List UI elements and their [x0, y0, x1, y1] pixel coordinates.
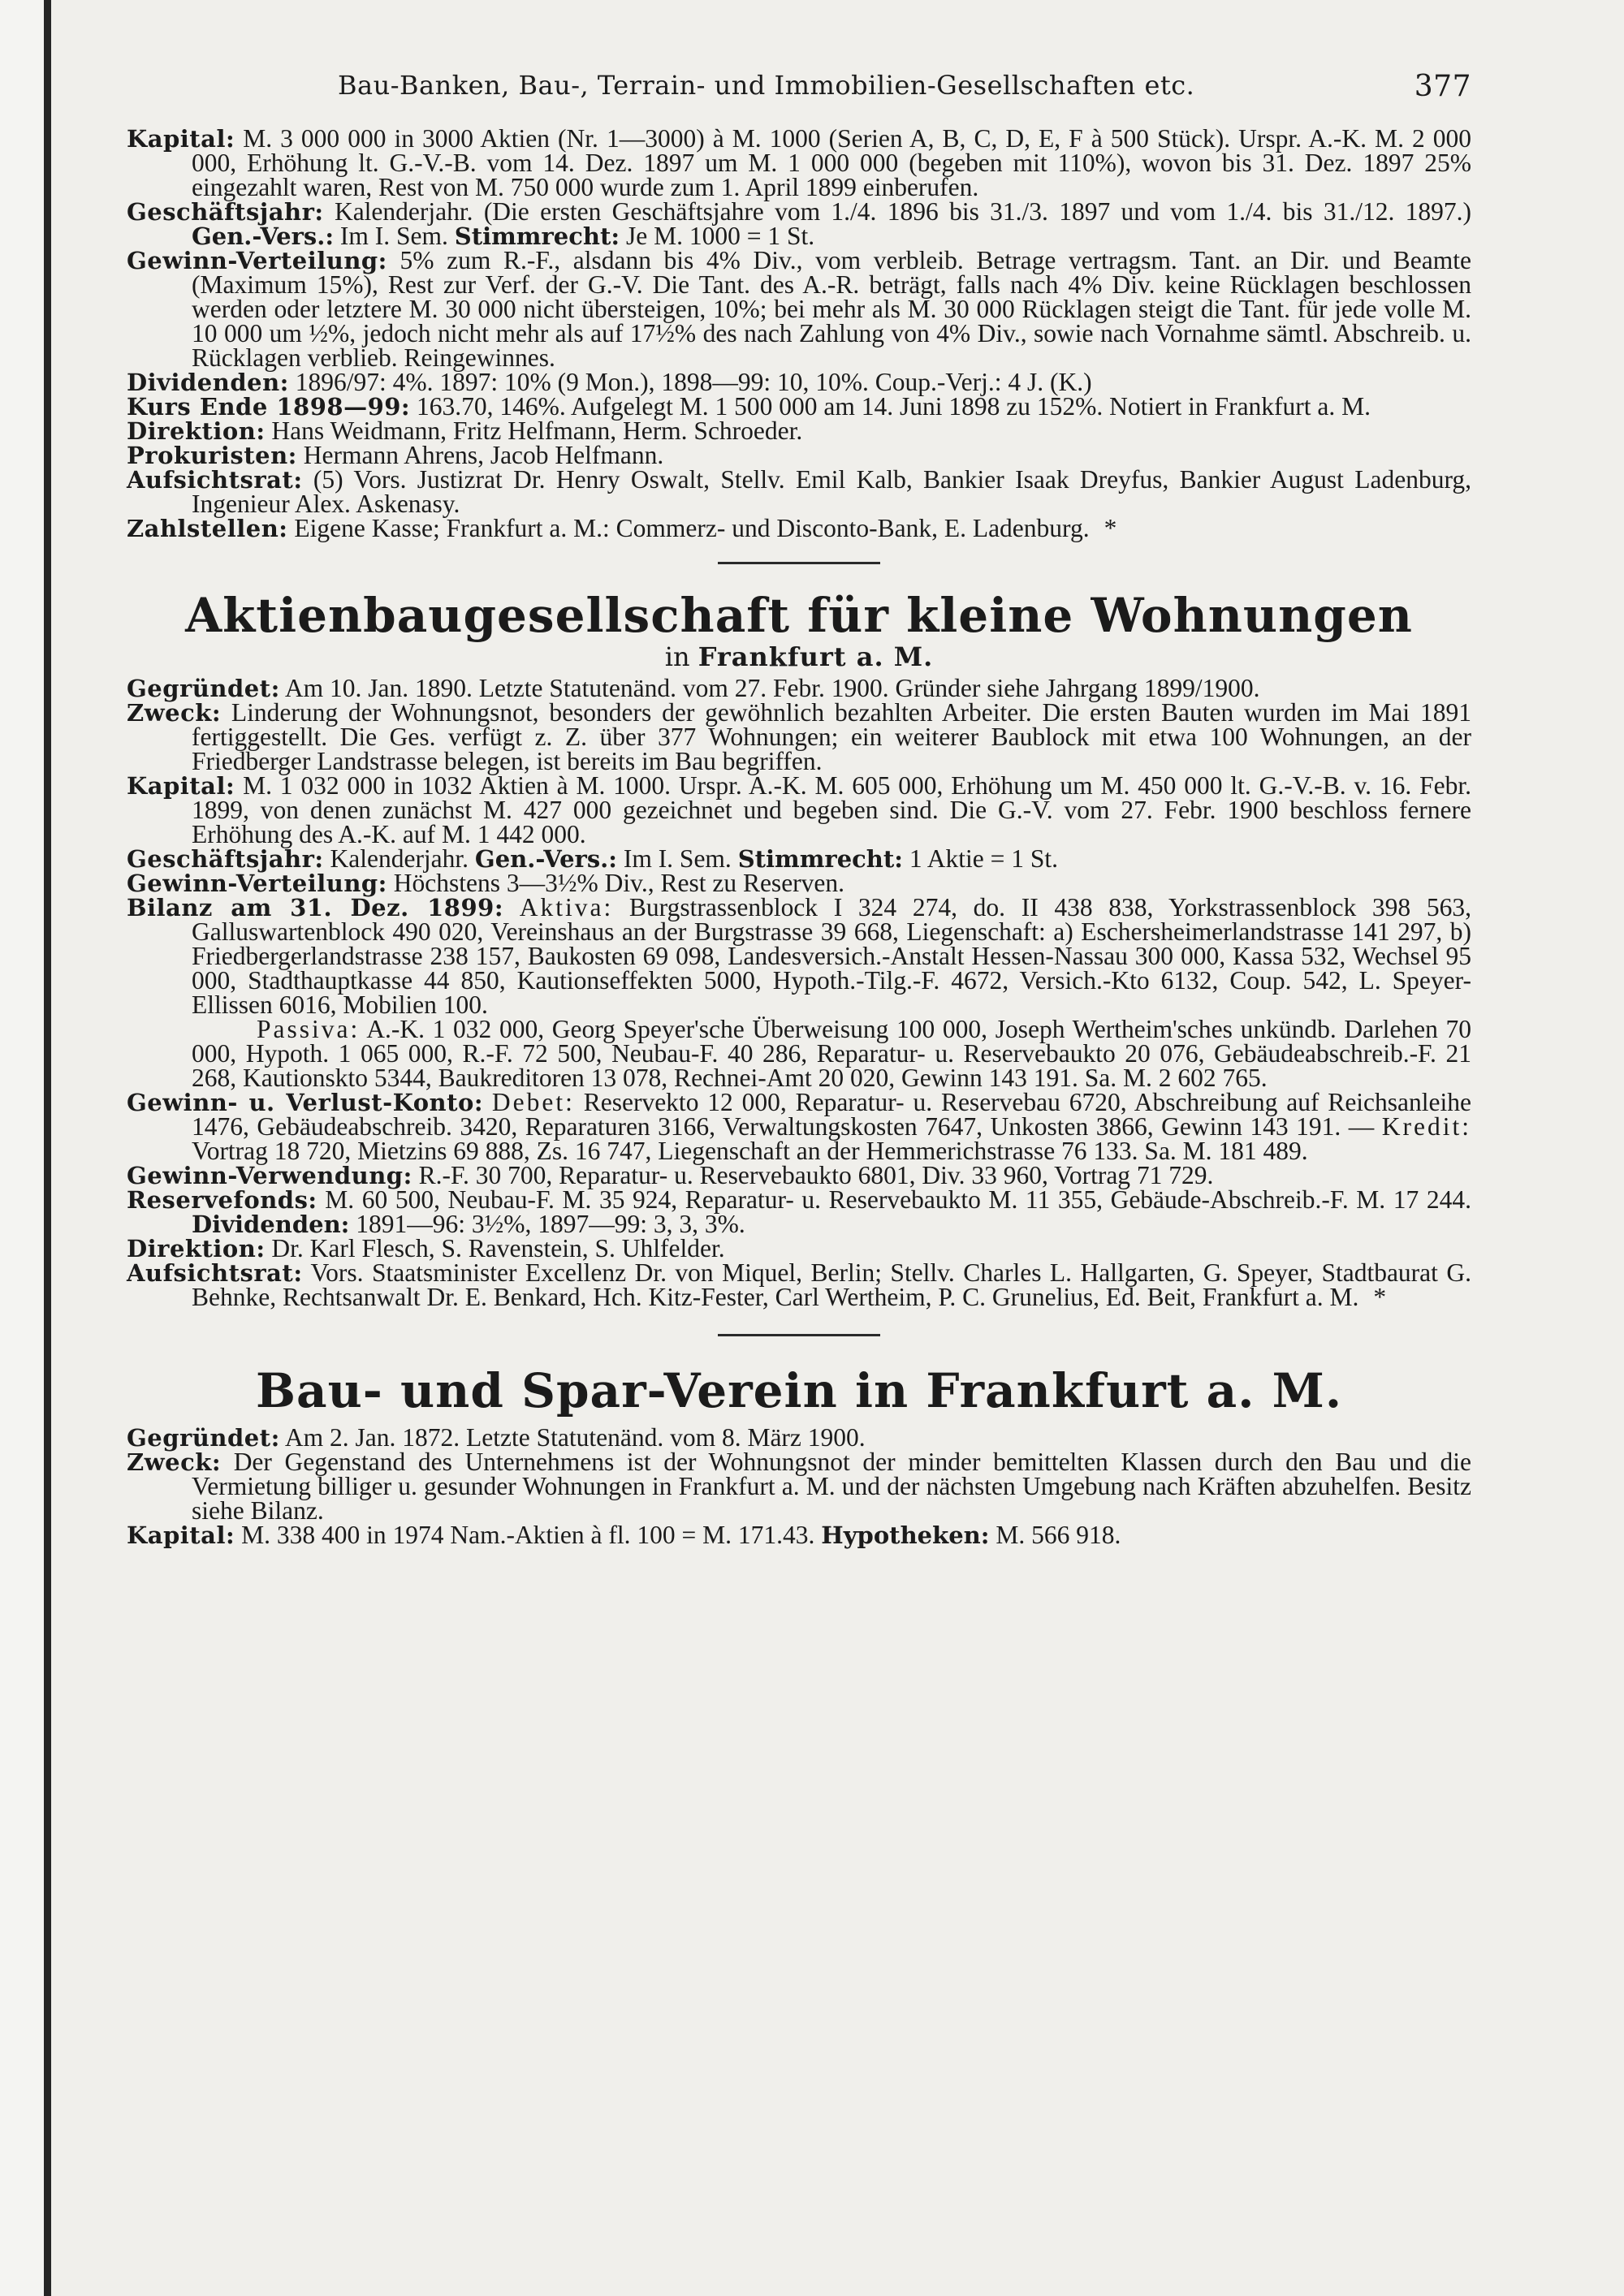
entry-label: Zweck:: [127, 699, 222, 727]
entry-label: Reservefonds:: [127, 1186, 317, 1214]
entry-text: A.-K. 1 032 000, Georg Speyer'sche Überweisung 100 000, Joseph Wertheim'sches unkündb. Darlehen 70 000, Hypoth. 1 065 000, R.-F. 72 500, Neubau-F. 40 286, Reparatur- u. Reservebaukto 20 076, Gebäudeabschreib.-F. 21 268, Kautionskto 5344, Baukreditoren 13 078, Rechnei-Amt 20 020, Gewinn 143 191. Sa. M. 2 602 765.: [192, 1015, 1471, 1092]
page-number: 377: [1414, 70, 1471, 103]
entry-label: Gegründet:: [127, 1424, 280, 1452]
company2-location-prefix: in: [664, 641, 690, 672]
running-head-title: Bau-Banken, Bau-, Terrain- und Immobilien-Gesellschaften etc.: [338, 70, 1195, 101]
entry-text: Linderung der Wohnungsnot, besonders der gewöhnlich bezahlten Arbeiter. Die ersten Bauten wurden im Mai 1891 fertiggestellt. Die Ges. verfügt z. Z. über 377 Wohnungen; ein weiterer Baublock mit etwa 100 Wohnungen, an der Friedberger Landstrasse belegen, ist bereits im Bau begriffen.: [192, 698, 1471, 775]
entry-end-mark: *: [1104, 514, 1117, 542]
section-divider: [718, 1334, 880, 1336]
entry-label: Dividenden:: [127, 369, 289, 396]
company2-title: Aktienbaugesellschaft für kleine Wohnungen: [185, 588, 1413, 643]
entry-label: Gewinn-Verteilung:: [127, 870, 387, 897]
entry-text: M. 1 032 000 in 1032 Aktien à M. 1000. Urspr. A.-K. M. 605 000, Erhöhung um M. 450 000 lt. G.-V.-B. v. 16. Febr. 1899, von denen zunächst M. 427 000 gezeichnet und begeben sind. Die G.-V. vom 27. Febr. 1900 beschloss fernere Erhöhung des A.-K. auf M. 1 442 000.: [192, 771, 1471, 848]
company3-title: Bau- und Spar-Verein in Frankfurt a. M.: [255, 1363, 1343, 1418]
entry-label: Gen.-Vers.:: [474, 845, 617, 873]
entry-label: Kapital:: [127, 125, 235, 153]
entry-paragraph: [127, 1090, 1471, 1163]
entry-label: Aufsichtsrat:: [127, 466, 303, 494]
entry-text: Vors. Staatsminister Excellenz Dr. von Miquel, Berlin; Stellv. Charles L. Hallgarten, G. Speyer, Stadtbaurat G. Behnke, Rechtsanwalt Dr. E. Benkard, Hch. Kitz-Fester, Carl Wertheim, P. C. Grunelius, Ed. Beit, Frankfurt a. M.: [192, 1258, 1471, 1311]
entry-text: 5% zum R.-F., alsdann bis 4% Div., vom verbleib. Betrage vertragsm. Tant. an Dir. und Beamte (Maximum 15%), Rest zur Verf. der G.-V. Die Tant. des A.-R. beträgt, falls nach 4% Div. keine Rücklagen beschlossen werden oder letztere M. 30 000 nicht übersteigen, 10%; bei mehr als M. 30 000 Rücklagen steigt die Tant. für jede volle M. 10 000 um ½%, jedoch nicht mehr als auf 17½% des nach Zahlung von 4% Div., sowie nach Vornahme sämtl. Abschreib. u. Rücklagen verblieb. Reingewinnes.: [192, 246, 1472, 372]
entry-text: Am 2. Jan. 1872. Letzte Statutenänd. vom 8. März 1900.: [284, 1423, 866, 1452]
entry-paragraph: [127, 197, 1472, 250]
company2-entry: [127, 676, 1471, 1310]
entry-label: Geschäftsjahr:: [127, 845, 324, 873]
entry-label: Stimmrecht:: [454, 222, 620, 250]
entry-text: Burgstrassenblock I 324 274, do. II 438 838, Yorkstrassenblock 398 563, Galluswartenblock 490 020, Vereinshaus an der Burgstrasse 39 668, Liegenschaft: a) Eschersheimerlandstrasse 141 297, b) Friedbergerlandstrasse 238 157, Baukosten 69 098, Landesversich.-Anstalt Hessen-Nassau 300 000, Kassa 532, Wechsel 95 000, Stadthauptkasse 44 850, Kautionseffekten 5000, Hypoth.-Tilg.-F. 4672, Versich.-Kto 6132, Coup. 542, L. Speyer-Ellissen 6016, Mobilien 100.: [192, 893, 1471, 1019]
entry-text: 1896/97: 4%. 1897: 10% (9 Mon.), 1898—99: 10, 10%. Coup.-Verj.: 4 J. (K.): [295, 368, 1092, 396]
entry-paragraph: [127, 392, 1471, 421]
entry-paragraph: [127, 1236, 1471, 1261]
entry-label: Stimmrecht:: [737, 845, 903, 873]
entry-paragraph: [127, 676, 1471, 701]
entry-text: Eigene Kasse; Frankfurt a. M.: Commerz- und Disconto-Bank, E. Ladenburg.: [294, 514, 1090, 542]
entry-text: Je M. 1000 = 1 St.: [625, 222, 815, 250]
entry-label: Dividenden:: [192, 1211, 350, 1238]
entry-text: M. 338 400 in 1974 Nam.-Aktien à fl. 100 = M. 171.43.: [241, 1521, 815, 1549]
entry-text: 1891—96: 3½%, 1897—99: 3, 3, 3%.: [356, 1210, 745, 1238]
entry-text: Der Gegenstand des Unternehmens ist der Wohnungsnot der minder bemittelten Klassen durch den Bau und die Vermietung billiger u. gesunder Wohnungen in Frankfurt a. M. und der nächsten Umgebung nach Kräften abzuhelfen. Besitz siehe Bilanz.: [192, 1448, 1472, 1525]
company2-location: [127, 642, 1471, 671]
entry-label: Zweck:: [127, 1448, 222, 1476]
entry-paragraph: [127, 443, 1471, 468]
company3-entry: [127, 1423, 1472, 1549]
entry-paragraph: [127, 844, 1471, 873]
entry-paragraph: [127, 1163, 1471, 1188]
entry-text: M. 60 500, Neubau-F. M. 35 924, Reparatur- u. Reservebaukto M. 11 355, Gebäude-Abschreib.-F. M. 17 244.: [325, 1185, 1472, 1214]
entry-keyword: Aktiva:: [519, 893, 614, 921]
entry-text: Reservekto 12 000, Reparatur- u. Reservebau 6720, Abschreibung auf Reichsanleihe 1476, Gebäudeabschreib. 3420, Reparaturen 3166, Verwaltungskosten 7647, Unkosten 3866, Gewinn 143 191. —: [192, 1088, 1471, 1141]
entry-label: Prokuristen:: [127, 442, 297, 469]
entry-label: Bilanz am 31. Dez. 1899:: [127, 894, 504, 921]
entry-paragraph: [127, 248, 1471, 370]
entry-paragraph: [127, 370, 1471, 395]
entry-text: M. 3 000 000 in 3000 Aktien (Nr. 1—3000) à M. 1000 (Serien A, B, C, D, E, F à 500 Stück). Urspr. A.-K. M. 2 000 000, Erhöhung lt. G.-V.-B. vom 14. Dez. 1897 um M. 1 000 000 (begeben mit 110%), wovon bis 31. Dez. 1897 25% eingezahlt waren, Rest von M. 750 000 wurde zum 1. April 1899 einberufen.: [192, 124, 1471, 201]
entry-text: Kalenderjahr.: [330, 844, 469, 873]
entry-paragraph: [127, 1523, 1471, 1547]
entry-text: Dr. Karl Flesch, S. Ravenstein, S. Uhlfelder.: [271, 1234, 725, 1262]
entry-paragraph: [127, 516, 1471, 541]
entry-label: Zahlstellen:: [127, 515, 288, 542]
entry-label: Gewinn-Verwendung:: [127, 1162, 412, 1189]
entry-paragraph: [127, 124, 1471, 201]
entry-label: Kapital:: [127, 1521, 235, 1549]
entry-text: Kalenderjahr. (Die ersten Geschäftsjahre vom 1./4. 1896 bis 31./3. 1897 und vom 1./4. bis 31./12. 1897.): [334, 197, 1472, 226]
entry-text: Hans Weidmann, Fritz Helfmann, Herm. Schroeder.: [271, 416, 803, 445]
entry-text: Am 10. Jan. 1890. Letzte Statutenänd. vom 27. Febr. 1900. Gründer siehe Jahrgang 1899/1900.: [284, 674, 1260, 702]
entry-text: Im I. Sem.: [339, 222, 448, 250]
company2-location-city: Frankfurt a. M.: [698, 641, 934, 672]
entry-end-mark: *: [1373, 1283, 1387, 1311]
entry-text: Höchstens 3—3½% Div., Rest zu Reserven.: [393, 869, 845, 897]
scan-margin: [0, 0, 50, 2296]
entry-text: (5) Vors. Justizrat Dr. Henry Oswalt, Stellv. Emil Kalb, Bankier Isaak Dreyfus, Bankier August Ladenburg, Ingenieur Alex. Askenasy.: [192, 465, 1472, 518]
entry-paragraph: [127, 893, 1471, 1019]
running-head: [127, 70, 1471, 127]
section-divider: [718, 562, 880, 564]
entry-text: R.-F. 30 700, Reparatur- u. Reservebaukto 6801, Div. 33 960, Vortrag 71 729.: [418, 1161, 1214, 1189]
entry-text: Hermann Ahrens, Jacob Helfmann.: [303, 441, 664, 469]
entry-paragraph: [127, 1450, 1471, 1523]
entry-text: M. 566 918.: [996, 1521, 1121, 1549]
entry-text: 163.70, 146%. Aufgelegt M. 1 500 000 am 14. Juni 1898 zu 152%. Notiert in Frankfurt a. M.: [417, 392, 1371, 421]
entry-paragraph: [127, 465, 1472, 518]
entry-label: Geschäftsjahr:: [127, 198, 324, 226]
entry-label: Gegründet:: [127, 675, 280, 702]
entry-paragraph: [127, 871, 1471, 896]
entry-keyword: Debet:: [491, 1088, 575, 1116]
entry-paragraph: [127, 1185, 1472, 1238]
scan-binding-edge: [44, 0, 51, 2296]
entry-keyword: Passiva:: [257, 1015, 361, 1043]
entry-paragraph: [127, 1017, 1471, 1090]
entry-label: Kurs Ende 1898—99:: [127, 393, 411, 421]
entry-paragraph: [127, 1423, 1471, 1452]
entry-paragraph: [127, 771, 1471, 848]
entry-text: Vortrag 18 720, Mietzins 69 888, Zs. 16 747, Liegenschaft an der Hemmerichstrasse 76 133. Sa. M. 181 489.: [192, 1137, 1308, 1165]
entry-label: Aufsichtsrat:: [127, 1259, 303, 1287]
entry-label: Gen.-Vers.:: [192, 222, 335, 250]
entry-label: Gewinn- u. Verlust-Konto:: [127, 1089, 484, 1116]
entry-label: Hypotheken:: [821, 1521, 990, 1549]
page-body: [127, 70, 1471, 1547]
entry-text: 1 Aktie = 1 St.: [909, 844, 1059, 873]
entry-paragraph: [127, 698, 1471, 775]
entry-label: Direktion:: [127, 1235, 266, 1262]
company1-entry: [127, 124, 1472, 542]
entry-label: Gewinn-Verteilung:: [127, 247, 387, 274]
entry-paragraph: [127, 416, 1471, 445]
entry-label: Kapital:: [127, 772, 235, 800]
entry-keyword: Kredit:: [1381, 1112, 1471, 1141]
entry-label: Direktion:: [127, 417, 266, 445]
entry-text: Im I. Sem.: [623, 844, 732, 873]
entry-paragraph: [127, 1258, 1471, 1311]
